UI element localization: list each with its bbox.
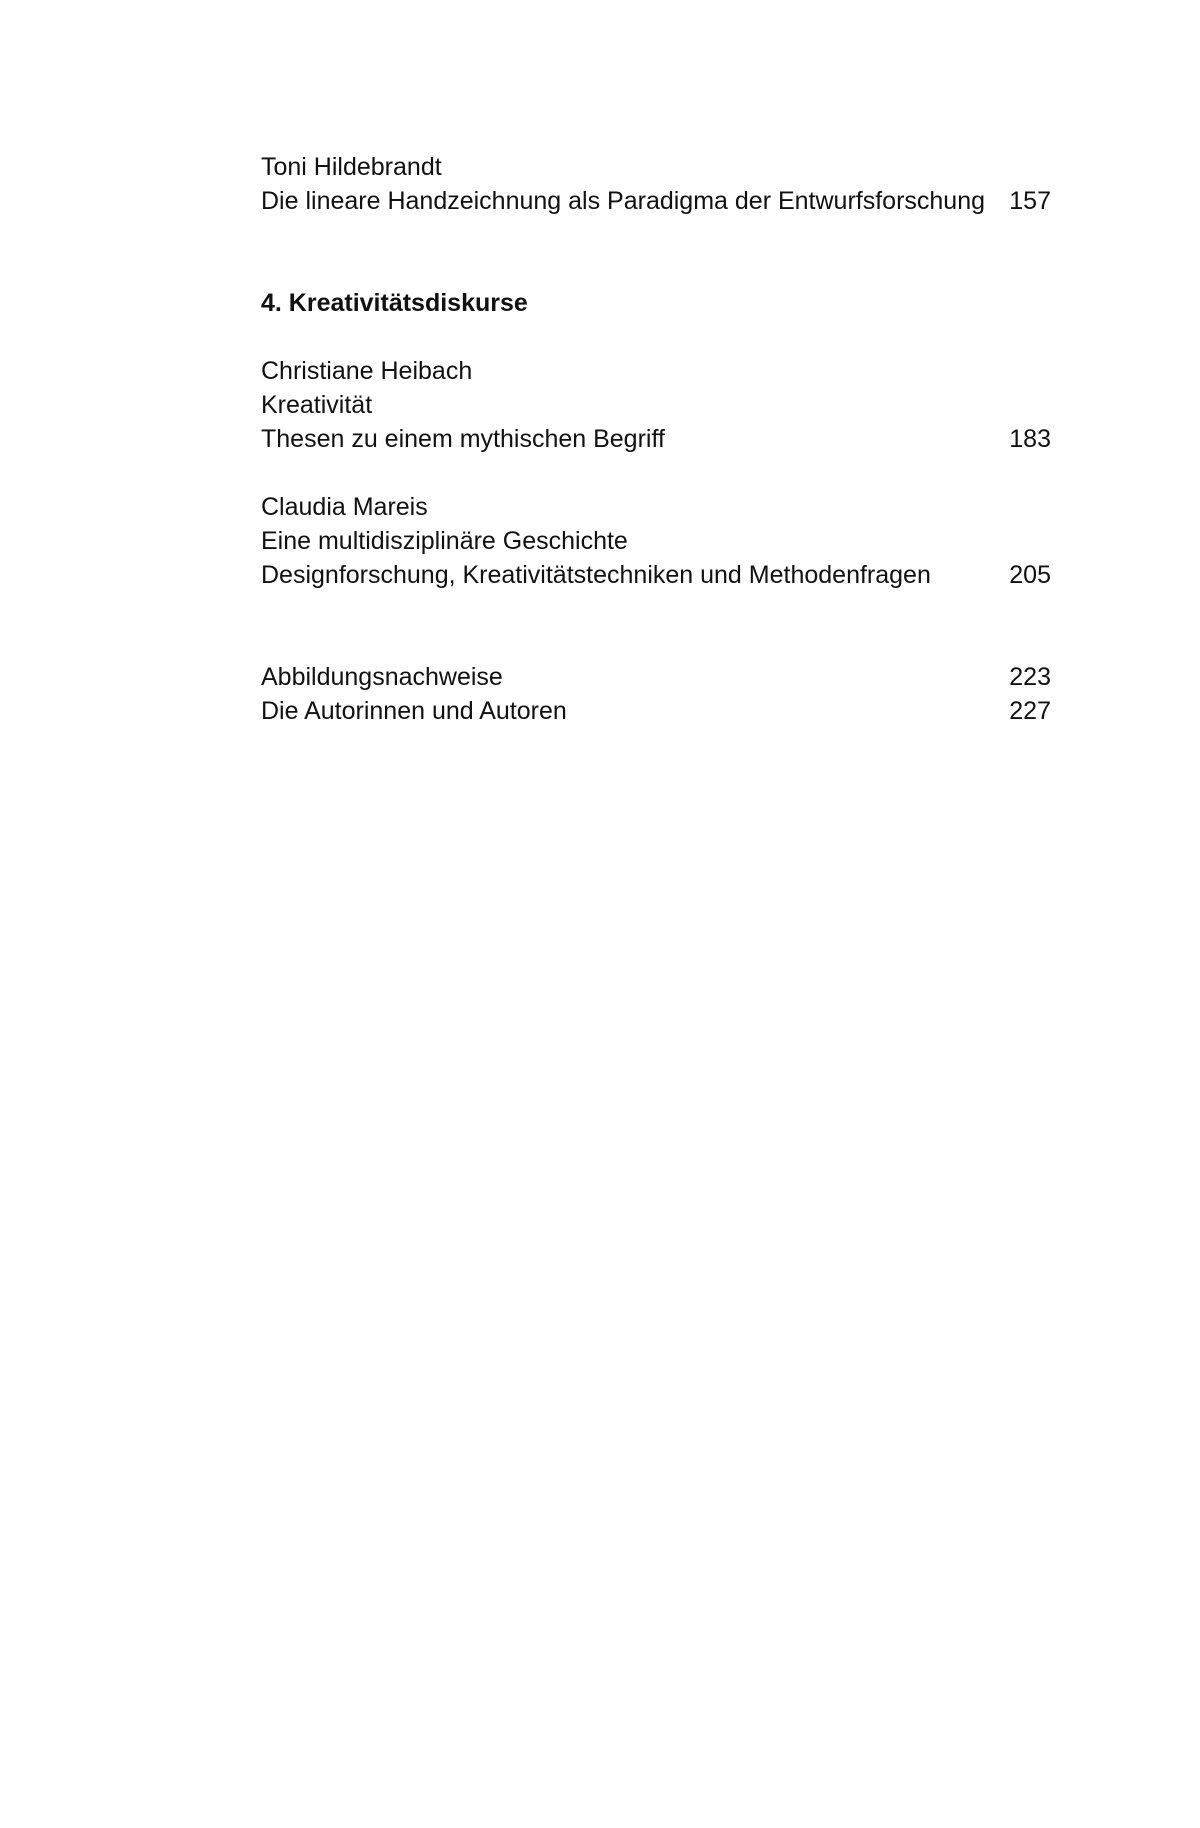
toc-author — [261, 354, 1051, 388]
author-name: Christiane Heibach — [261, 357, 473, 385]
table-of-contents — [261, 150, 1051, 728]
page-number: 205 — [1009, 561, 1051, 589]
page-number: 183 — [1009, 425, 1051, 453]
page-number: 227 — [1009, 697, 1051, 725]
toc-entry — [261, 422, 1051, 456]
page-number: 157 — [1009, 187, 1051, 215]
section-heading: 4. Kreativitätsdiskurse — [261, 289, 528, 317]
author-name: Toni Hildebrandt — [261, 153, 442, 181]
entry-subtitle: Thesen zu einem mythischen Begriff — [261, 425, 665, 453]
toc-entry — [261, 184, 1051, 218]
toc-author — [261, 490, 1051, 524]
toc-entry — [261, 694, 1051, 728]
entry-title: Kreativität — [261, 391, 373, 419]
toc-entry-title — [261, 524, 1051, 558]
entry-title: Die Autorinnen und Autoren — [261, 697, 567, 725]
entry-title: Die lineare Handzeichnung als Paradigma der Entwurfsforschung — [261, 187, 986, 215]
toc-entry — [261, 660, 1051, 694]
page-number: 223 — [1009, 663, 1051, 691]
author-name: Claudia Mareis — [261, 493, 428, 521]
entry-title: Eine multidisziplinäre Geschichte — [261, 527, 628, 555]
toc-entry-title — [261, 388, 1051, 422]
entry-subtitle: Designforschung, Kreativitätstechniken und Methodenfragen — [261, 561, 931, 589]
toc-author — [261, 150, 1051, 184]
toc-entry — [261, 558, 1051, 592]
entry-title: Abbildungsnachweise — [261, 663, 503, 691]
